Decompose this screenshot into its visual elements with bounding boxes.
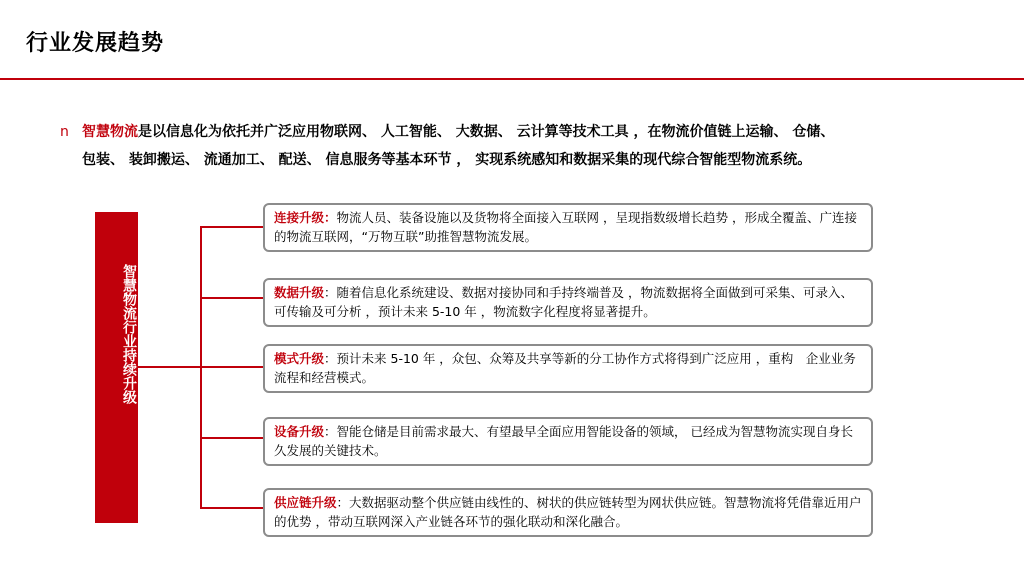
connector-branch (200, 507, 263, 509)
upgrade-box-data (263, 278, 873, 327)
box-text: ：大数据驱动整个供应链由线性的、树状的供应链转型为网状供应链。智慧物流将凭借靠近用户的优势 ，带动互联网深入产业链各环节的强化联动和深化融合。 (274, 495, 862, 529)
box-label: 模式升级 (274, 351, 325, 366)
side-label-bar (95, 212, 138, 523)
connector-branch (200, 226, 263, 228)
upgrade-box-connection (263, 203, 873, 252)
connector-branch (200, 437, 263, 439)
connector-branch (200, 366, 263, 368)
upgrade-box-mode (263, 344, 873, 393)
box-text: 物流人员、装备设施以及货物将全面接入互联网 ，呈现指数级增长趋势 ，形成全覆盖、广连接的物流互联网，“万物互联”助推智慧物流发展。 (274, 210, 857, 244)
box-label: 设备升级 (274, 424, 325, 439)
title-divider (0, 78, 1024, 80)
upgrade-box-supply-chain (263, 488, 873, 537)
box-text: ：预计未来 5-10 年 ，众包、众筹及共享等新的分工协作方式将得到广泛应用 ，重构 企业业务流程和经营模式。 (274, 351, 856, 385)
intro-line-1: 是以信息化为依托并广泛应用物联网、 人工智能、 大数据、 云计算等技术工具 ，在物流价值链上运输、 仓储、 (138, 124, 835, 140)
page-title: 行业发展趋势 (26, 31, 165, 56)
intro-highlight: 智慧物流 (82, 124, 138, 140)
side-label-text: 智慧物流行业持续升级 (121, 264, 137, 404)
box-text: ：随着信息化系统建设、数据对接协同和手持终端普及 ，物流数据将全面做到可采集、可录入、可传输及可分析 ，预计未来 5-10 年 ，物流数字化程度将显著提升。 (274, 285, 853, 319)
box-label: 供应链升级 (274, 495, 337, 510)
upgrade-box-equipment (263, 417, 873, 466)
box-label: 连接升级： (274, 210, 337, 225)
connector-stub (138, 366, 201, 368)
box-text: ：智能仓储是目前需求最大、有望最早全面应用智能设备的领域， 已经成为智慧物流实现自身长久发展的关键技术。 (274, 424, 853, 458)
box-label: 数据升级 (274, 285, 325, 300)
bullet-marker: n (60, 124, 69, 140)
intro-line-2: 包装、 装卸搬运、 流通加工、 配送、 信息服务等基本环节 ， 实现系统感知和数据采集的现代综合智能型物流系统。 (82, 152, 812, 168)
connector-branch (200, 297, 263, 299)
